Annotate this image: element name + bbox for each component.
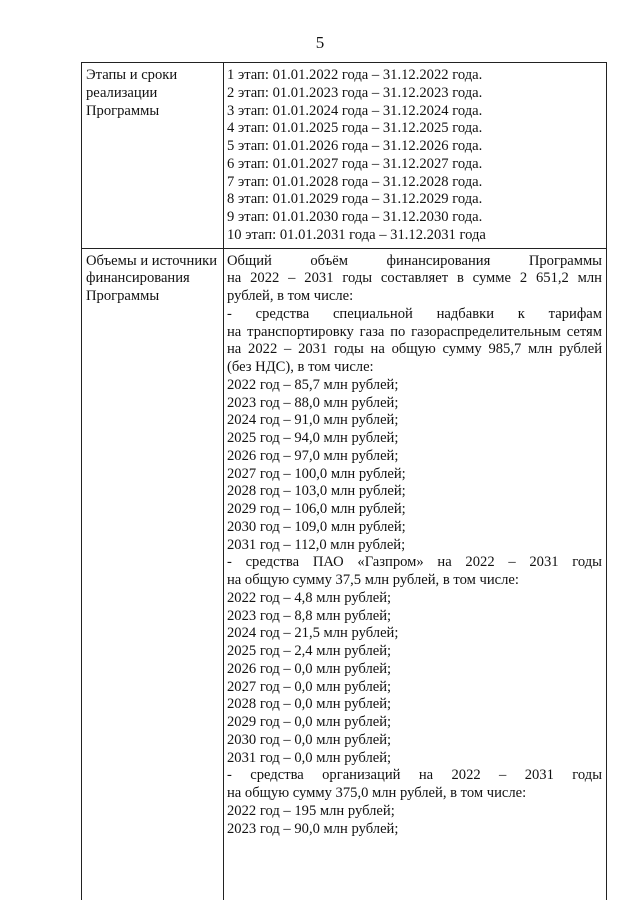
stages-label — [82, 63, 223, 124]
stage-line: 7 этап: 01.01.2028 года – 31.12.2028 года. — [227, 173, 483, 190]
funding-line: 2027 год – 100,0 млн рублей; — [227, 465, 406, 482]
funding-label-line: Объемы и источники — [86, 252, 218, 269]
stage-line: 1 этап: 01.01.2022 года – 31.12.2022 года. — [227, 67, 483, 83]
funding-line: - средства специальной надбавки к тарифам — [227, 305, 602, 322]
funding-line: 2030 год – 0,0 млн рублей; — [227, 731, 392, 748]
page-number: 5 — [315, 33, 325, 52]
funding-line: - средства ПАО «Газпром» на 2022 – 2031 годы — [227, 554, 602, 571]
stages-label-line: Этапы и сроки — [86, 67, 178, 83]
funding-line: на общую сумму 375,0 млн рублей, в том числе: — [227, 785, 527, 801]
funding-line: 2026 год – 97,0 млн рублей; — [227, 447, 399, 464]
stage-line: 4 этап: 01.01.2025 года – 31.12.2025 года. — [227, 120, 483, 137]
funding-line: 2029 год – 0,0 млн рублей; — [227, 714, 392, 730]
funding-line: 2031 год – 0,0 млн рублей; — [227, 749, 392, 766]
funding-line: 2028 год – 0,0 млн рублей; — [227, 696, 392, 713]
program-passport-table — [81, 62, 607, 900]
funding-label-line: Программы — [86, 288, 160, 304]
funding-line: 2023 год – 90,0 млн рублей; — [227, 820, 399, 837]
stage-line: 9 этап: 01.01.2030 года – 31.12.2030 года. — [227, 209, 483, 225]
stage-line: 5 этап: 01.01.2026 года – 31.12.2026 года. — [227, 138, 483, 154]
funding-line: (без НДС), в том числе: — [227, 359, 374, 375]
table-row-stages — [82, 63, 607, 249]
funding-line: 2027 год – 0,0 млн рублей; — [227, 678, 392, 695]
stages-label-line: реализации — [86, 84, 158, 101]
stage-line: 8 этап: 01.01.2029 года – 31.12.2029 года. — [227, 191, 483, 208]
stages-lines — [224, 63, 606, 248]
funding-line: 2031 год – 112,0 млн рублей; — [227, 536, 406, 553]
funding-line: на 2022 – 2031 годы составляет в сумме 2 651,2 млн — [227, 270, 602, 287]
funding-label — [82, 249, 223, 310]
funding-line: на транспортировку газа по газораспределительным сетям — [227, 323, 602, 340]
funding-line: рублей, в том числе: — [227, 288, 354, 304]
funding-line: 2028 год – 103,0 млн рублей; — [227, 483, 406, 500]
funding-line: Общий объём финансирования Программы — [227, 252, 602, 269]
stage-line: 10 этап: 01.01.2031 года – 31.12.2031 года — [227, 226, 486, 243]
stage-line: 3 этап: 01.01.2024 года – 31.12.2024 года. — [227, 102, 483, 119]
funding-line: 2026 год – 0,0 млн рублей; — [227, 660, 392, 677]
funding-line: 2024 год – 91,0 млн рублей; — [227, 412, 399, 429]
funding-value-cell — [224, 248, 607, 900]
funding-line: 2022 год – 85,7 млн рублей; — [227, 376, 399, 393]
funding-label-line: финансирования — [86, 270, 190, 287]
stages-value-cell — [224, 63, 607, 249]
funding-line: 2022 год – 195 млн рублей; — [227, 802, 395, 819]
funding-line: на общую сумму 37,5 млн рублей, в том числе: — [227, 572, 519, 588]
funding-line: 2030 год – 109,0 млн рублей; — [227, 518, 406, 535]
funding-line: на 2022 – 2031 годы на общую сумму 985,7 млн рублей — [227, 341, 602, 358]
funding-line: 2023 год – 8,8 млн рублей; — [227, 607, 392, 624]
stage-line: 2 этап: 01.01.2023 года – 31.12.2023 года. — [227, 84, 483, 101]
funding-line: 2025 год – 94,0 млн рублей; — [227, 430, 399, 446]
stage-line: 6 этап: 01.01.2027 года – 31.12.2027 года. — [227, 155, 483, 172]
table-row-funding — [82, 248, 607, 900]
funding-line: - средства организаций на 2022 – 2031 годы — [227, 767, 602, 784]
stages-label-line: Программы — [86, 102, 160, 119]
funding-lines — [224, 249, 606, 842]
funding-label-cell — [82, 248, 224, 900]
funding-line: 2025 год – 2,4 млн рублей; — [227, 643, 392, 659]
funding-line: 2029 год – 106,0 млн рублей; — [227, 501, 406, 517]
stages-label-cell — [82, 63, 224, 249]
funding-line: 2023 год – 88,0 млн рублей; — [227, 394, 399, 411]
funding-line: 2024 год – 21,5 млн рублей; — [227, 625, 399, 642]
funding-line: 2022 год – 4,8 млн рублей; — [227, 589, 392, 606]
